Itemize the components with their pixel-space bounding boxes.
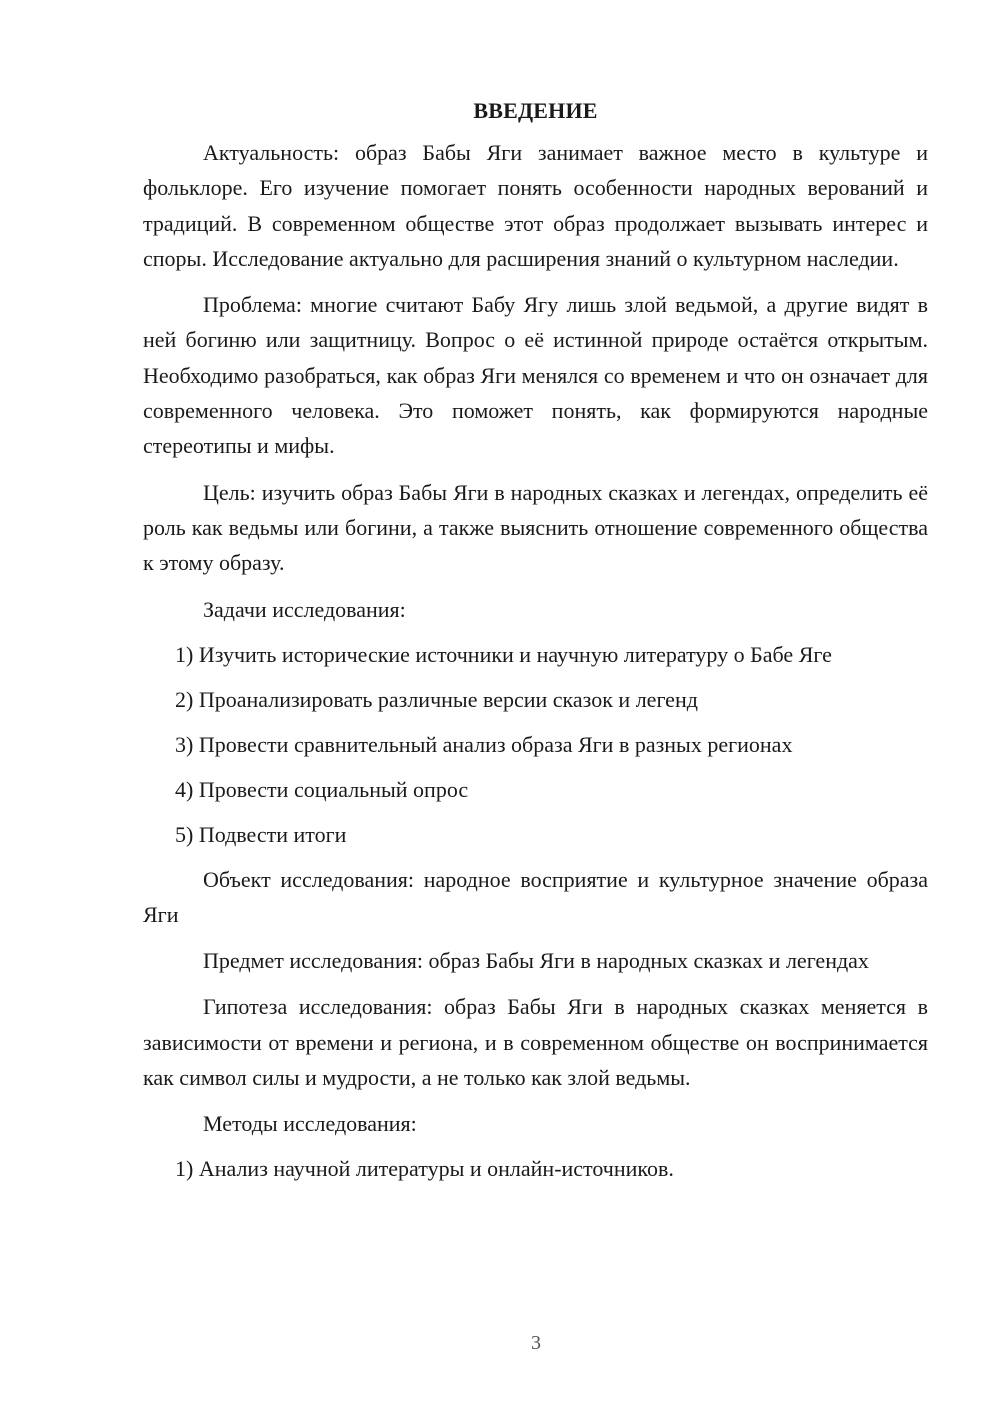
document-page — [143, 96, 928, 1196]
tasks-list — [143, 637, 928, 852]
list-item: 1) Изучить исторические источники и научную литературу о Бабе Яге — [175, 641, 832, 667]
methods-list — [143, 1151, 928, 1186]
list-item: 4) Провести социальный опрос — [175, 776, 469, 802]
subject-paragraph: Предмет исследования: образ Бабы Яги в народных сказках и легендах — [203, 948, 869, 974]
list-item: 3) Провести сравнительный анализ образа Яги в разных регионах — [175, 731, 793, 757]
problem-paragraph: Проблема: многие считают Бабу Ягу лишь злой ведьмой, а другие видят в ней богиню или защитницу. Вопрос о её истинной природе остаётся открытым. Необходимо разобраться, как образ Яги менялся со временем и что он означает для современного человека. Это поможет понять, как формируются народные стереотипы и мифы. — [143, 292, 928, 459]
hypothesis-paragraph: Гипотеза исследования: образ Бабы Яги в народных сказках меняется в зависимости от времени и региона, и в современном обществе он воспринимается как символ силы и мудрости, а не только как злой ведьмы. — [143, 994, 928, 1091]
list-item: 1) Анализ научной литературы и онлайн-источников. — [175, 1156, 674, 1182]
page-title: ВВЕДЕНИЕ — [473, 98, 598, 123]
goal-paragraph: Цель: изучить образ Бабы Яги в народных сказках и легендах, определить её роль как ведьмы или богини, а также выяснить отношение современного общества к этому образу. — [143, 479, 928, 576]
methods-label: Методы исследования: — [203, 1111, 417, 1137]
object-paragraph: Объект исследования: народное восприятие и культурное значение образа Яги — [143, 866, 928, 927]
page-number: 3 — [531, 1332, 541, 1354]
tasks-label: Задачи исследования: — [203, 596, 406, 622]
list-item: 5) Подвести итоги — [175, 821, 347, 847]
relevance-paragraph: Актуальность: образ Бабы Яги занимает важное место в культуре и фольклоре. Его изучение помогает понять особенности народных верований и традиций. В современном обществе этот образ продолжает вызывать интерес и споры. Исследование актуально для расширения знаний о культурном наследии. — [143, 140, 928, 271]
list-item: 2) Проанализировать различные версии сказок и легенд — [175, 686, 698, 712]
